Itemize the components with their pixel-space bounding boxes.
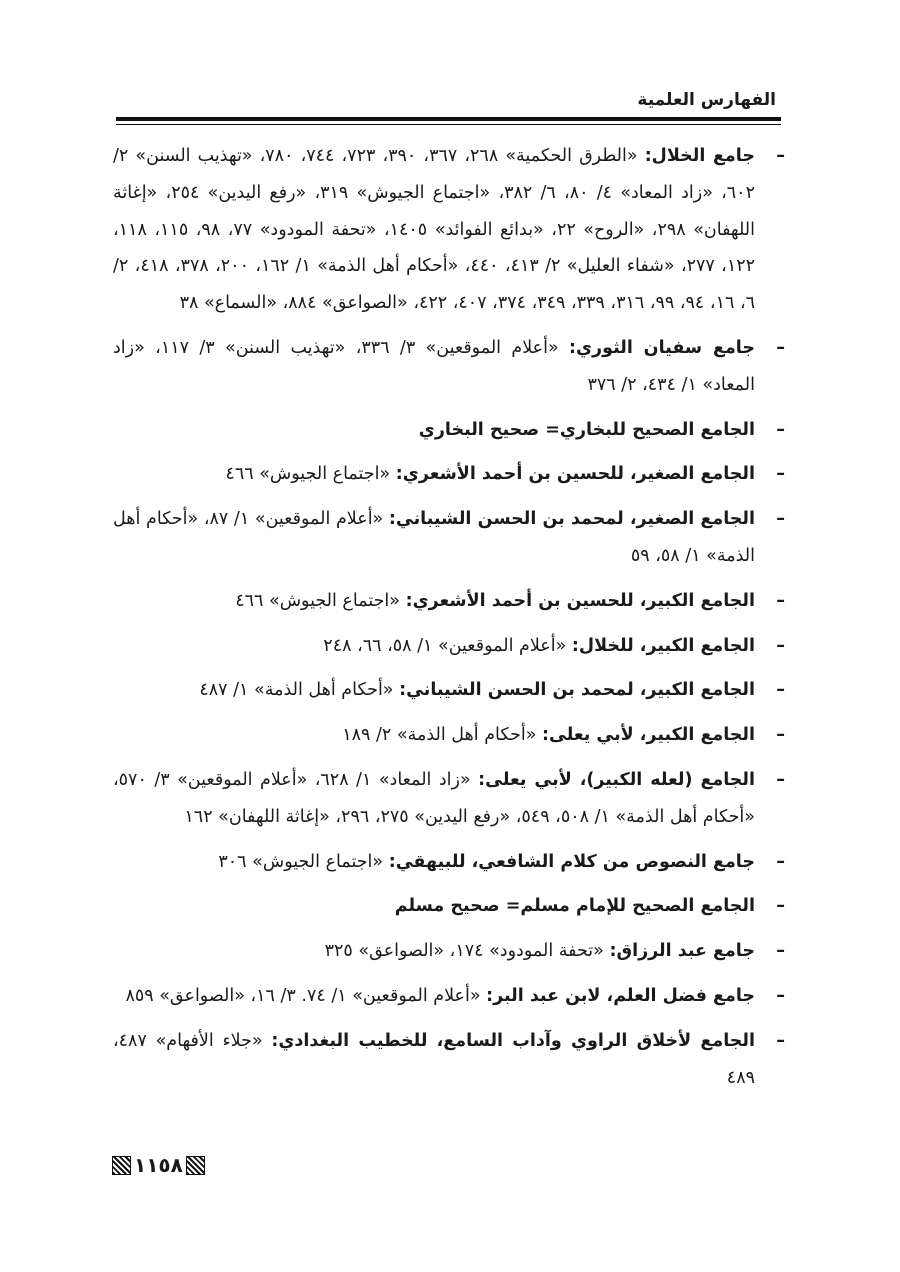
index-entry [113, 844, 785, 881]
entry-dash: – [776, 1030, 785, 1051]
entry-refs: «أعلام الموقعين» ١/ ٨٧، «أحكام أهل الذمة» ١/ ٥٨، ٥٩ [113, 509, 755, 566]
entry-title: جامع سفيان الثوري: [569, 337, 755, 358]
entry-title: جامع عبد الرزاق: [609, 941, 755, 962]
index-entry [113, 456, 785, 493]
entry-title: الجامع الكبير، لأبي يعلى: [542, 725, 755, 746]
running-header-title: الفهارس العلمية [637, 90, 776, 110]
index-entry [113, 412, 785, 449]
ornament-right-icon [186, 1156, 205, 1175]
entry-refs: «تحفة المودود» ١٧٤، «الصواعق» ٣٢٥ [324, 941, 604, 962]
entry-title: الجامع الصغير، للحسين بن أحمد الأشعري: [395, 464, 755, 485]
entry-dash: – [776, 337, 785, 358]
entry-dash: – [776, 464, 785, 485]
index-entry [113, 583, 785, 620]
header-rule [116, 117, 781, 121]
index-entry [113, 978, 785, 1015]
index-entry [113, 138, 785, 322]
header-rule-thin [116, 124, 781, 125]
entry-dash: – [776, 419, 785, 440]
index-entry [113, 933, 785, 970]
entry-title: الجامع لأخلاق الراوي وآداب السامع، للخطيب البغدادي: [271, 1030, 755, 1051]
entry-title: الجامع الصحيح للإمام مسلم= صحيح مسلم [394, 896, 755, 917]
entry-refs: «زاد المعاد» ١/ ٦٢٨، «أعلام الموقعين» ٣/ ٥٧٠، «أحكام أهل الذمة» ١/ ٥٠٨، ٥٤٩، «رفع اليدين» ٢٧٥، ٢٩٦، «إغاثة اللهفان» ١٦٢ [113, 769, 755, 827]
entry-dash: – [776, 985, 785, 1006]
entry-dash: – [776, 725, 785, 746]
entry-title: الجامع الكبير، للخلال: [571, 635, 755, 656]
index-entry [113, 888, 785, 925]
index-entry [113, 717, 785, 754]
entry-refs: «أعلام الموقعين» ٣/ ٣٣٦، «تهذيب السنن» ٣/ ١١٧، «زاد المعاد» ١/ ٤٣٤، ٢/ ٣٧٦ [113, 337, 755, 395]
entry-dash: – [776, 680, 785, 701]
entry-title: جامع فضل العلم، لابن عبد البر: [486, 985, 755, 1006]
entry-dash: – [776, 896, 785, 917]
entry-refs: «اجتماع الجيوش» ٤٦٦ [235, 590, 400, 611]
page-number: ١١٥٨ [134, 1153, 183, 1177]
index-entry [113, 672, 785, 709]
entry-title: جامع الخلال: [644, 146, 755, 166]
ornament-left-icon [112, 1156, 131, 1175]
index-entry [113, 1023, 785, 1097]
page-number-footer [112, 1153, 205, 1177]
entry-refs: «أحكام أهل الذمة» ١/ ٤٨٧ [199, 680, 394, 701]
entry-title: الجامع (لعله الكبير)، لأبي يعلى: [478, 769, 755, 790]
entry-refs: «أحكام أهل الذمة» ٢/ ١٨٩ [342, 725, 537, 746]
index-entry [113, 628, 785, 665]
entry-title: الجامع الصحيح للبخاري= صحيح البخاري [418, 419, 755, 440]
entry-title: جامع النصوص من كلام الشافعي، للبيهقي: [388, 851, 755, 872]
entry-dash: – [776, 146, 785, 166]
entry-refs: «اجتماع الجيوش» ٤٦٦ [225, 464, 391, 485]
entry-dash: – [776, 635, 785, 656]
entry-title: الجامع الصغير، لمحمد بن الحسن الشيباني: [388, 509, 755, 530]
entry-title: الجامع الكبير، للحسين بن أحمد الأشعري: [405, 590, 755, 611]
index-entry [113, 762, 785, 836]
entry-dash: – [776, 941, 785, 962]
index-entry [113, 330, 785, 404]
entry-dash: – [776, 851, 785, 872]
entry-title: الجامع الكبير، لمحمد بن الحسن الشيباني: [399, 680, 755, 701]
index-entries-list [113, 138, 785, 1104]
entry-refs: «أعلام الموقعين» ١/ ٥٨، ٦٦، ٢٤٨ [323, 635, 567, 656]
index-entry [113, 501, 785, 575]
entry-dash: – [776, 590, 785, 611]
entry-refs: «اجتماع الجيوش» ٣٠٦ [218, 851, 384, 872]
entry-refs: «جلاء الأفهام» ٤٨٧، ٤٨٩ [113, 1030, 755, 1088]
entry-refs: «الطرق الحكمية» ٢٦٨، ٣٦٧، ٣٩٠، ٧٢٣، ٧٤٤، ٧٨٠، «تهذيب السنن» ٢/ ٦٠٢، «زاد المعاد» ٤/ ٨٠، ٦/ ٣٨٢، «اجتماع الجيوش» ٣١٩، «رفع اليدين» ٢٥٤، «إغاثة اللهفان» ٢٩٨، «الروح» ٢٢، «بدائع الفوائد» ١٤٠٥، «تحفة المودود» ٧٧، ٩٨، ١١٥، ١١٨، ١٢٢، ٢٧٧، «شفاء العليل» ٢/ ٤١٣، ٤٤٠، «أحكام أهل الذمة» ١/ ١٦٢، ٢٠٠، ٣٧٨، ٤١٨، ٢/ ٦، ١٦، ٩٤، ٩٩، ٣١٦، ٣٣٩، ٣٤٩، ٣٧٤، ٤٠٧، ٤٢٢، «الصواعق» ٨٨٤، «السماع» ٣٨ [113, 146, 756, 314]
entry-dash: – [776, 509, 785, 530]
entry-dash: – [776, 769, 785, 790]
entry-refs: «أعلام الموقعين» ١/ ٧٤. ٣/ ١٦، «الصواعق» ٨٥٩ [125, 985, 481, 1006]
